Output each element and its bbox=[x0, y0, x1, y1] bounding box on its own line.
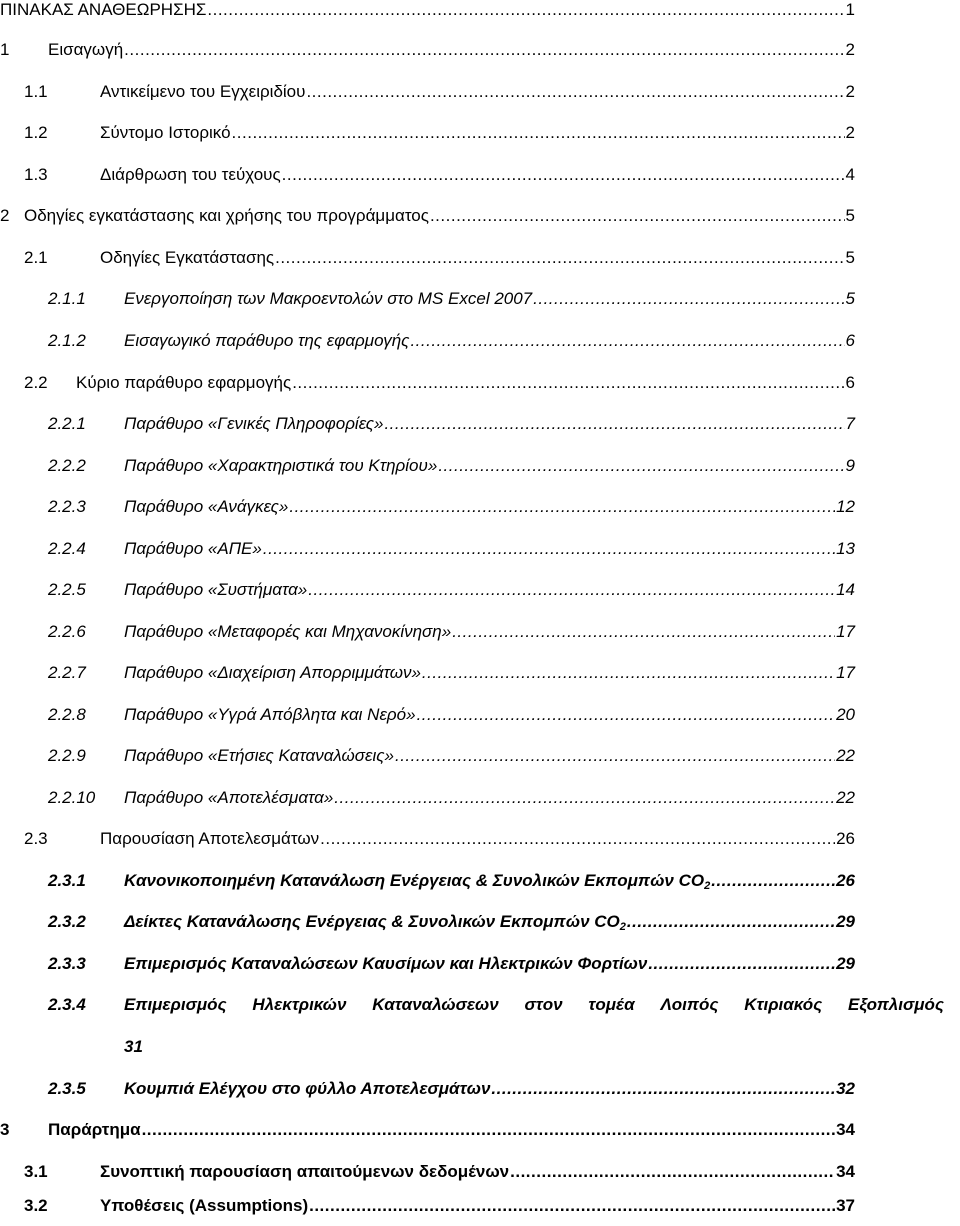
toc-entry-page: 32 bbox=[836, 1079, 855, 1098]
toc-entry-page: 14 bbox=[836, 580, 855, 599]
toc-entry-1-2[interactable] bbox=[24, 123, 855, 153]
toc-entry-title-text: Δείκτες Κατανάλωσης Ενέργειας & Συνολικών Εκπομπών CO bbox=[124, 912, 620, 931]
toc-entry-2-2-4[interactable] bbox=[48, 539, 855, 569]
toc-entry-title: Παράθυρο «Υγρά Απόβλητα και Νερό» bbox=[124, 705, 416, 724]
title-word: Επιμερισμός bbox=[124, 995, 227, 1014]
toc-entry-2-2-1[interactable] bbox=[48, 414, 855, 444]
title-word: Καταναλώσεων bbox=[372, 995, 499, 1014]
toc-entry-title: Παράθυρο «ΑΠΕ» bbox=[124, 539, 262, 558]
toc-entry-title: Αντικείμενο του Εγχειριδίου bbox=[100, 82, 306, 101]
toc-entry-title: Εισαγωγή bbox=[48, 40, 124, 59]
dot-leader bbox=[491, 1079, 835, 1099]
toc-entry-1-3[interactable] bbox=[24, 165, 855, 195]
toc-entry-title: Επιμερισμός Καταναλώσεων Καυσίμων και Ηλεκτρικών Φορτίων bbox=[124, 954, 648, 973]
dot-leader bbox=[124, 40, 844, 60]
toc-entry-number: 2.2.7 bbox=[48, 663, 86, 682]
toc-entry-number: 2.3 bbox=[24, 829, 48, 848]
toc-entry-2-2-5[interactable] bbox=[48, 580, 855, 610]
toc-entry-number: 2.2.5 bbox=[48, 580, 86, 599]
toc-entry-page: 37 bbox=[836, 1196, 855, 1215]
dot-leader bbox=[452, 622, 835, 642]
toc-entry-title: Συνοπτική παρουσίαση απαιτούμενων δεδομένων bbox=[100, 1162, 510, 1181]
toc-entry-title: Κύριο παράθυρο εφαρμογής bbox=[76, 373, 292, 392]
dot-leader bbox=[395, 746, 835, 766]
dot-leader bbox=[627, 912, 835, 932]
toc-entry-2-1[interactable] bbox=[24, 248, 855, 278]
toc-entry-title: Οδηγίες Εγκατάστασης bbox=[100, 248, 275, 267]
title-word: Λοιπός bbox=[660, 995, 719, 1014]
toc-entry-number: 2.2.2 bbox=[48, 456, 86, 475]
toc-entry-number: 1.2 bbox=[24, 123, 48, 142]
toc-entry-number: 2.3.1 bbox=[48, 871, 86, 890]
toc-entry-page: 26 bbox=[836, 871, 855, 890]
toc-entry-page: 13 bbox=[836, 539, 855, 558]
toc-entry-2-3-5[interactable] bbox=[48, 1079, 855, 1109]
title-word: στον bbox=[524, 995, 563, 1014]
dot-leader bbox=[263, 539, 835, 559]
toc-entry-2-1-1[interactable] bbox=[48, 289, 855, 319]
toc-entry-2-2-6[interactable] bbox=[48, 622, 855, 652]
toc-entry-number: 2 bbox=[0, 206, 10, 225]
dot-leader bbox=[438, 456, 844, 476]
toc-entry-title: Ενεργοποίηση των Μακροεντολών στο MS Excel 2007 bbox=[124, 289, 533, 308]
toc-entry-2-2[interactable] bbox=[24, 373, 855, 403]
toc-entry-3-2[interactable] bbox=[24, 1196, 855, 1226]
toc-entry-title: Κουμπιά Ελέγχου στο φύλλο Αποτελεσμάτων bbox=[124, 1079, 491, 1098]
toc-entry-title-text: Κανονικοποιημένη Κατανάλωση Ενέργειας & Συνολικών Εκπομπών CO bbox=[124, 871, 705, 890]
toc-entry-page: 5 bbox=[845, 248, 855, 267]
toc-entry-page: 7 bbox=[845, 414, 855, 433]
toc-entry-2-2-7[interactable] bbox=[48, 663, 855, 693]
toc-entry-2-3-3[interactable] bbox=[48, 954, 855, 984]
toc-entry-number: 1 bbox=[0, 40, 10, 59]
toc-entry-page: 20 bbox=[836, 705, 855, 724]
toc-entry-number: 2.2.3 bbox=[48, 497, 86, 516]
toc-entry-revision-table[interactable] bbox=[0, 0, 855, 30]
dot-leader bbox=[232, 123, 845, 143]
title-word: Εξοπλισμός bbox=[847, 995, 944, 1014]
toc-entry-title: Παράθυρο «Αποτελέσματα» bbox=[124, 788, 334, 807]
toc-entry-page: 12 bbox=[836, 497, 855, 516]
dot-leader bbox=[384, 414, 844, 434]
toc-entry-number: 2.2.9 bbox=[48, 746, 86, 765]
toc-entry-title: ΠΙΝΑΚΑΣ ΑΝΑΘΕΩΡΗΣΗΣ bbox=[0, 0, 207, 19]
subscript-2: 2 bbox=[619, 921, 626, 933]
dot-leader bbox=[309, 1196, 835, 1216]
toc-entry-page: 2 bbox=[845, 82, 855, 101]
toc-entry-page: 1 bbox=[845, 0, 855, 19]
toc-entry-title: Παράθυρο «Ετήσιες Καταναλώσεις» bbox=[124, 746, 394, 765]
toc-entry-number: 2.2.6 bbox=[48, 622, 86, 641]
toc-entry-title: Παράθυρο «Μεταφορές και Μηχανοκίνηση» bbox=[124, 622, 452, 641]
toc-entry-number: 2.1 bbox=[24, 248, 48, 267]
toc-entry-2-2-3[interactable] bbox=[48, 497, 855, 527]
toc-entry-title: Παράθυρο «Διαχείριση Απορριμμάτων» bbox=[124, 663, 421, 682]
title-word: τομέα bbox=[588, 995, 635, 1014]
dot-leader bbox=[417, 705, 836, 725]
toc-entry-2-2-8[interactable] bbox=[48, 705, 855, 735]
toc-entry-page: 6 bbox=[845, 373, 855, 392]
dot-leader bbox=[292, 373, 844, 393]
toc-entry-number: 3.2 bbox=[24, 1196, 48, 1215]
toc-entry-number: 2.3.5 bbox=[48, 1079, 86, 1098]
toc-entry-number: 2.3.4 bbox=[48, 995, 86, 1014]
toc-entry-page: 31 bbox=[124, 1037, 143, 1056]
toc-entry-1[interactable] bbox=[0, 40, 855, 70]
toc-entry-title: Υποθέσεις (Assumptions) bbox=[100, 1196, 309, 1215]
dot-leader bbox=[282, 165, 845, 185]
dot-leader bbox=[422, 663, 835, 683]
toc-entry-number: 3 bbox=[0, 1120, 10, 1139]
toc-entry-page: 26 bbox=[836, 829, 855, 848]
toc-entry-page: 34 bbox=[836, 1120, 855, 1139]
dot-leader bbox=[533, 289, 844, 309]
toc-entry-2-2-2[interactable] bbox=[48, 456, 855, 486]
toc-entry-page: 34 bbox=[836, 1162, 855, 1181]
title-word: Κτιριακός bbox=[744, 995, 823, 1014]
toc-entry-page: 22 bbox=[836, 788, 855, 807]
toc-entry-2-1-2[interactable] bbox=[48, 331, 855, 361]
toc-entry-page: 6 bbox=[845, 331, 855, 350]
dot-leader bbox=[430, 206, 845, 226]
toc-entry-title: Διάρθρωση του τεύχους bbox=[100, 165, 281, 184]
toc-entry-number: 2.2.10 bbox=[48, 788, 96, 807]
toc-entry-number: 3.1 bbox=[24, 1162, 48, 1181]
subscript-2: 2 bbox=[704, 880, 711, 892]
toc-entry-number: 2.2.8 bbox=[48, 705, 86, 724]
toc-entry-number: 2.2.4 bbox=[48, 539, 86, 558]
toc-entry-title bbox=[124, 995, 944, 1015]
toc-entry-2-2-10[interactable] bbox=[48, 788, 855, 818]
toc-entry-2-3[interactable] bbox=[24, 829, 855, 859]
dot-leader bbox=[275, 248, 844, 268]
toc-entry-number: 1.3 bbox=[24, 165, 48, 184]
dot-leader bbox=[308, 580, 835, 600]
title-word: Ηλεκτρικών bbox=[252, 995, 347, 1014]
toc-entry-title: Παράθυρο «Ανάγκες» bbox=[124, 497, 289, 516]
toc-entry-page: 29 bbox=[836, 912, 855, 931]
toc-entry-number: 2.1.2 bbox=[48, 331, 86, 350]
toc-entry-number: 2.2.1 bbox=[48, 414, 86, 433]
toc-entry-2[interactable] bbox=[0, 206, 855, 236]
toc-entry-page: 17 bbox=[836, 663, 855, 682]
dot-leader bbox=[320, 829, 835, 849]
toc-entry-page: 2 bbox=[845, 40, 855, 59]
toc-entry-2-2-9[interactable] bbox=[48, 746, 855, 776]
toc-entry-number: 2.1.1 bbox=[48, 289, 86, 308]
toc-entry-page: 17 bbox=[836, 622, 855, 641]
toc-entry-title: Παράρτημα bbox=[48, 1120, 141, 1139]
toc-entry-title: Παράθυρο «Συστήματα» bbox=[124, 580, 308, 599]
toc-entry-2-3-2[interactable] bbox=[48, 912, 855, 942]
toc-entry-number: 1.1 bbox=[24, 82, 48, 101]
toc-entry-2-3-1[interactable] bbox=[48, 871, 855, 901]
toc-entry-page: 29 bbox=[836, 954, 855, 973]
toc-entry-1-1[interactable] bbox=[24, 82, 855, 112]
toc-entry-title: Σύντομο Ιστορικό bbox=[100, 123, 231, 142]
toc-entry-title: Παρουσίαση Αποτελεσμάτων bbox=[100, 829, 320, 848]
dot-leader bbox=[410, 331, 844, 351]
toc-entry-page: 4 bbox=[845, 165, 855, 184]
toc-entry-number: 2.3.2 bbox=[48, 912, 86, 931]
dot-leader bbox=[306, 82, 844, 102]
toc-entry-page: 9 bbox=[845, 456, 855, 475]
toc-entry-title: Παράθυρο «Χαρακτηριστικά του Κτηρίου» bbox=[124, 456, 438, 475]
dot-leader bbox=[334, 788, 835, 808]
dot-leader bbox=[711, 871, 835, 891]
toc-entry-title bbox=[124, 871, 710, 892]
toc-entry-3-1[interactable] bbox=[24, 1162, 855, 1192]
toc-entry-title: Οδηγίες εγκατάστασης και χρήσης του προγράμματος bbox=[24, 206, 429, 225]
toc-entry-title bbox=[124, 912, 626, 933]
dot-leader bbox=[510, 1162, 835, 1182]
toc-entry-page: 22 bbox=[836, 746, 855, 765]
dot-leader bbox=[289, 497, 835, 517]
dot-leader bbox=[648, 954, 835, 974]
toc-entry-3[interactable] bbox=[0, 1120, 855, 1150]
toc-entry-2-3-4[interactable] bbox=[48, 995, 954, 1025]
dot-leader bbox=[142, 1120, 836, 1140]
toc-entry-number: 2.3.3 bbox=[48, 954, 86, 973]
toc-entry-number: 2.2 bbox=[24, 373, 48, 392]
toc-entry-page: 2 bbox=[845, 123, 855, 142]
toc-entry-title: Παράθυρο «Γενικές Πληροφορίες» bbox=[124, 414, 384, 433]
dot-leader bbox=[207, 0, 844, 20]
toc-entry-page: 5 bbox=[845, 289, 855, 308]
toc-entry-title: Εισαγωγικό παράθυρο της εφαρμογής bbox=[124, 331, 410, 350]
toc-entry-page: 5 bbox=[845, 206, 855, 225]
